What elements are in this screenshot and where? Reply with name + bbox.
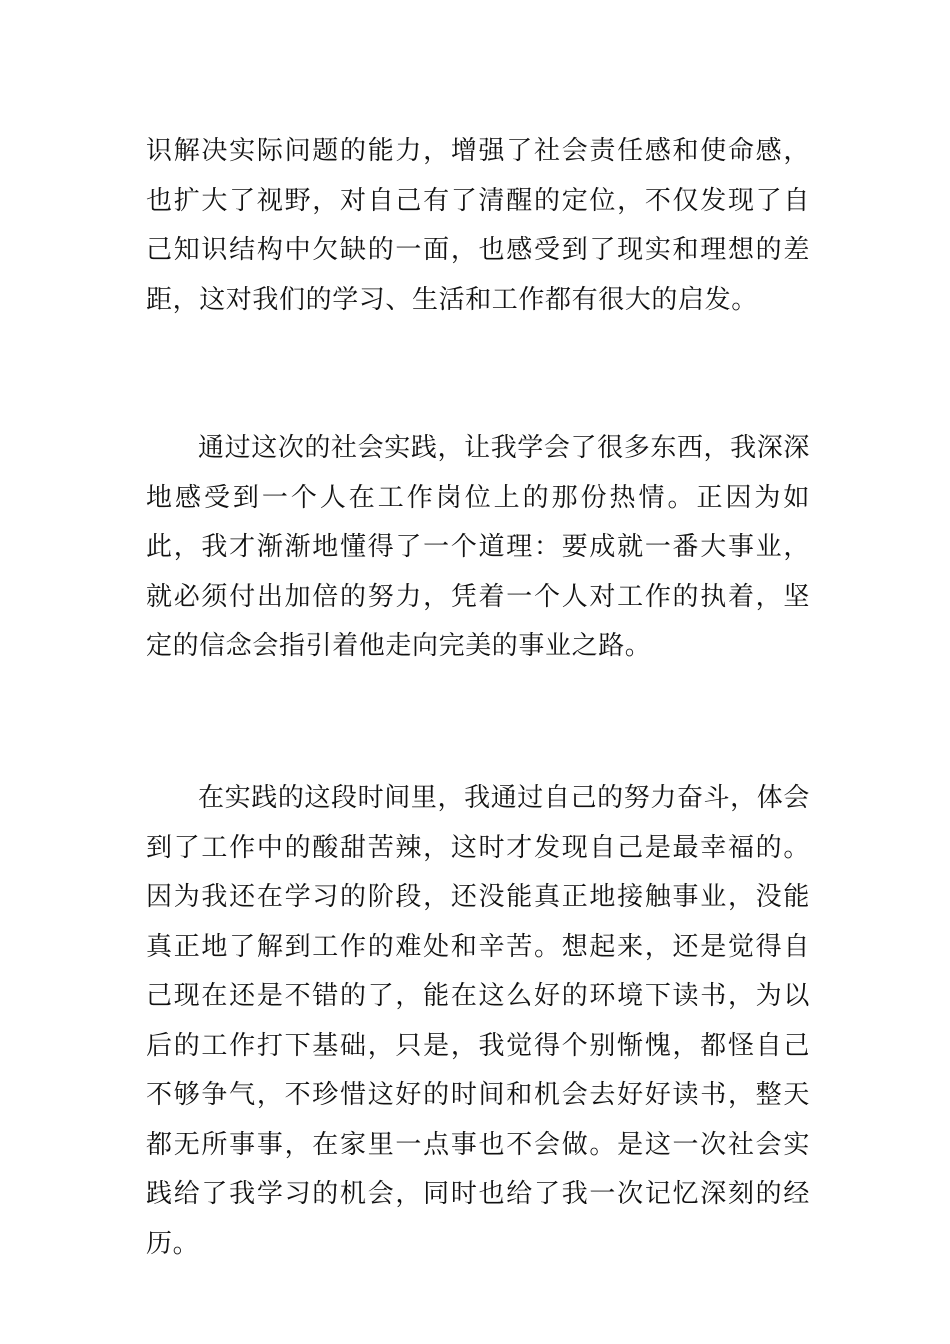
paragraph-continuation: 识解决实际问题的能力，增强了社会责任感和使命感，也扩大了视野，对自己有了清醒的定位，不仅发现了自己知识结构中欠缺的一面，也感受到了现实和理想的差距，这对我们的学习、生活和工作都有很大的启发。 bbox=[146, 136, 810, 315]
paragraph-social-practice: 通过这次的社会实践，让我学会了很多东西，我深深地感受到一个人在工作岗位上的那份热情。正因为如此，我才渐渐地懂得了一个道理：要成就一番大事业，就必须付出加倍的努力，凭着一个人对工作的执着，坚定的信念会指引着他走向完美的事业之路。 bbox=[146, 433, 810, 661]
paragraph-practice-experience: 在实践的这段时间里，我通过自己的努力奋斗，体会到了工作中的酸甜苦辣，这时才发现自己是最幸福的。因为我还在学习的阶段，还没能真正地接触事业，没能真正地了解到工作的难处和辛苦。想起来，还是觉得自己现在还是不错的了，能在这么好的环境下读书，为以后的工作打下基础，只是，我觉得个别惭愧，都怪自己不够争气，不珍惜这好的时间和机会去好好读书，整天都无所事事，在家里一点事也不会做。是这一次社会实践给了我学习的机会，同时也给了我一次记忆深刻的经历。 bbox=[146, 783, 810, 1259]
